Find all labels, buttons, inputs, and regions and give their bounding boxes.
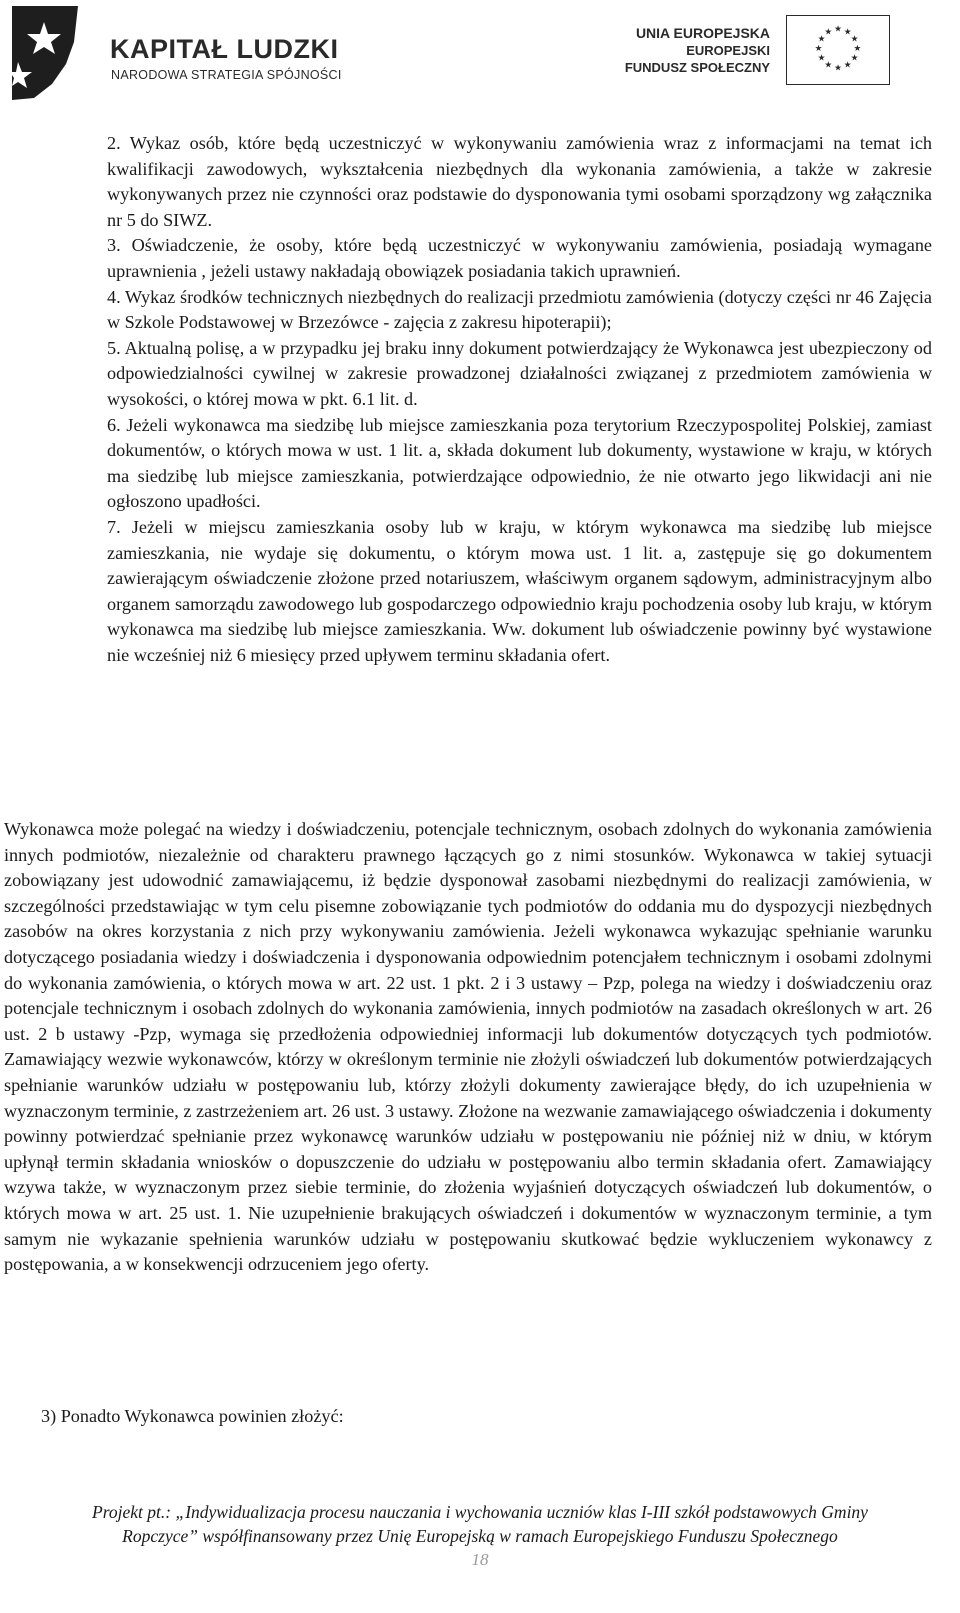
list-item: 6. Jeżeli wykonawca ma siedzibę lub miejsce zamieszkania poza terytorium Rzeczypospolitej Polskiej, zamiast dokumentów, o których mowa w ust. 1 lit. a, składa dokument lub dokumenty, wystawione w kraju, w których ma siedzibę lub miejsce zamieszkania, potwierdzające odpowiednio, że nie otwarto jego likwidacji ani nie ogłoszono upadłości. bbox=[107, 414, 932, 512]
page-number: 18 bbox=[471, 1550, 489, 1569]
body-paragraph: Wykonawca może polegać na wiedzy i doświadczeniu, potencjale technicznym, osobach zdolnych do wykonania zamówienia innych podmiotów, niezależnie od charakteru prawnego łączących go z nimi stosunków. Wykonawca w takiej sytuacji zobowiązany jest udowodnić zamawiającemu, iż będzie dysponował zasobami niezbędnymi do realizacji zamówienia, w szczególności przedstawiając w tym celu pisemne zobowiązanie tych podmiotów do oddania mu do dyspozycji niezbędnych zasobów na okres korzystania z nich przy wykonywaniu zamówienia. Jeżeli wykonawca wykazując spełnianie warunku dotyczącego posiadania wiedzy i doświadczenia i dysponowania odpowiednim potencjałem technicznym i osobami zdolnymi do wykonania zamówienia, o których mowa w art. 22 ust. 1 pkt. 2 i 3 ustawy – Pzp, polega na wiedzy i doświadczeniu oraz potencjale technicznym i osobach zdolnych do wykonania zamówienia, innych podmiotów na zasadach określonych w art. 26 ust. 2 b ustawy -Pzp, wymaga się przedłożenia odpowiedniej informacji lub dokumentów dotyczących tych podmiotów. Zamawiający wezwie wykonawców, którzy w określonym terminie nie złożyli oświadczeń lub dokumentów potwierdzających spełnianie warunków udziału w postępowaniu lub, którzy złożyli dokumenty zawierające błędy, do ich uzupełnienia w wyznaczonym terminie, z zastrzeżeniem art. 26 ust. 3 ustawy. Złożone na wezwanie zamawiającego oświadczenia i dokumenty powinny potwierdzać spełnianie przez wykonawcę warunków udziału w postępowaniu nie później niż w dniu, w którym upłynął termin składania wniosków o dopuszczenie do udziału w postępowaniu albo termin składania ofert. Zamawiający wzywa także, w wyznaczonym przez siebie terminie, do złożenia wyjaśnień dotyczących oświadczeń lub dokumentów, o których mowa w art. 25 ust. 1. Nie uzupełnienie brakujących oświadczeń i dokumentów w wyznaczonym terminie, a tym samym nie wykazanie spełnienia warunków udziału w postępowaniu skutkować będzie wykluczeniem wykonawcy z postępowania, a w konsekwencji odrzuceniem jego oferty. bbox=[4, 819, 932, 1275]
numbered-list bbox=[107, 131, 932, 668]
svg-text:★: ★ bbox=[817, 34, 826, 45]
list-item: 2. Wykaz osób, które będą uczestniczyć w wykonywaniu zamówienia wraz z informacjami na temat ich kwalifikacji zawodowych, wykształcenia niezbędnych dla wykonania zamówienia, a także w zakresie wykonywanych przez nie czynności oraz podstawie do dysponowania tymi osobami sporządzony wg załącznika nr 5 do SIWZ. bbox=[107, 133, 932, 230]
eu-flag-icon bbox=[786, 15, 890, 85]
list-item: 4. Wykaz środków technicznych niezbędnych do realizacji przedmiotu zamówienia (dotyczy części nr 46 Zajęcia w Szkole Podstawowej w Brzezówce - zajęcia z zakresu hipoterapii); bbox=[107, 286, 932, 333]
svg-text:★: ★ bbox=[850, 53, 859, 64]
svg-text:★: ★ bbox=[824, 27, 833, 38]
page-header bbox=[0, 0, 960, 112]
footer-line2: Ropczyce” współfinansowany przez Unię Europejską w ramach Europejskiego Funduszu Społecznego bbox=[122, 1526, 838, 1546]
logo-title: KAPITAŁ LUDZKI bbox=[110, 34, 339, 64]
eu-logo-line3: FUNDUSZ SPOŁECZNY bbox=[624, 60, 770, 75]
eu-logo-line1: UNIA EUROPEJSKA bbox=[635, 25, 770, 41]
svg-text:★: ★ bbox=[843, 27, 852, 38]
svg-text:★: ★ bbox=[850, 34, 859, 45]
kapital-ludzki-logo-icon bbox=[8, 2, 80, 102]
logo-subtitle: NARODOWA STRATEGIA SPÓJNOŚCI bbox=[111, 68, 342, 82]
page-footer bbox=[0, 1500, 960, 1572]
svg-text:★: ★ bbox=[853, 43, 862, 54]
eu-logo-line2: EUROPEJSKI bbox=[686, 43, 770, 58]
svg-text:★: ★ bbox=[817, 53, 826, 64]
footer-line1: Projekt pt.: „Indywidualizacja procesu nauczania i wychowania uczniów klas I-III szkół podstawowych Gminy bbox=[92, 1502, 868, 1522]
list-item: 3. Oświadczenie, że osoby, które będą uczestniczyć w wykonywaniu zamówienia, posiadają wymagane uprawnienia , jeżeli ustawy nakładają obowiązek posiadania takich uprawnień. bbox=[107, 235, 932, 281]
svg-text:★: ★ bbox=[834, 63, 842, 74]
svg-text:★: ★ bbox=[843, 60, 852, 71]
list-item: 5. Aktualną polisę, a w przypadku jej braku inny dokument potwierdzający że Wykonawca jest ubezpieczony od odpowiedzialności cywilnej w zakresie prowadzonej działalności związanej z przedmiotem zamówienia w wysokości, o której mowa w pkt. 6.1 lit. d. bbox=[107, 337, 932, 409]
section-item: 3) Ponadto Wykonawca powinien złożyć: bbox=[41, 1406, 344, 1426]
eu-logo-text bbox=[625, 25, 770, 76]
svg-text:★: ★ bbox=[814, 43, 823, 54]
svg-text:★: ★ bbox=[834, 24, 842, 35]
svg-text:★: ★ bbox=[824, 60, 833, 71]
list-item: 7. Jeżeli w miejscu zamieszkania osoby lub w kraju, w którym wykonawca ma siedzibę lub miejsce zamieszkania, nie wydaje się dokumentu, o którym mowa ust. 1 lit. a, zastępuje się go dokumentem zawierającym oświadczenie złożone przed notariuszem, właściwym organem sądowym, administracyjnym albo organem samorządu zawodowego lub gospodarczego odpowiednio kraju pochodzenia osoby lub kraju, w którym wykonawca ma siedzibę lub miejsce zamieszkania. Ww. dokument lub oświadczenie powinny być wystawione nie wcześniej niż 6 miesięcy przed upływem terminu składania ofert. bbox=[107, 516, 932, 665]
